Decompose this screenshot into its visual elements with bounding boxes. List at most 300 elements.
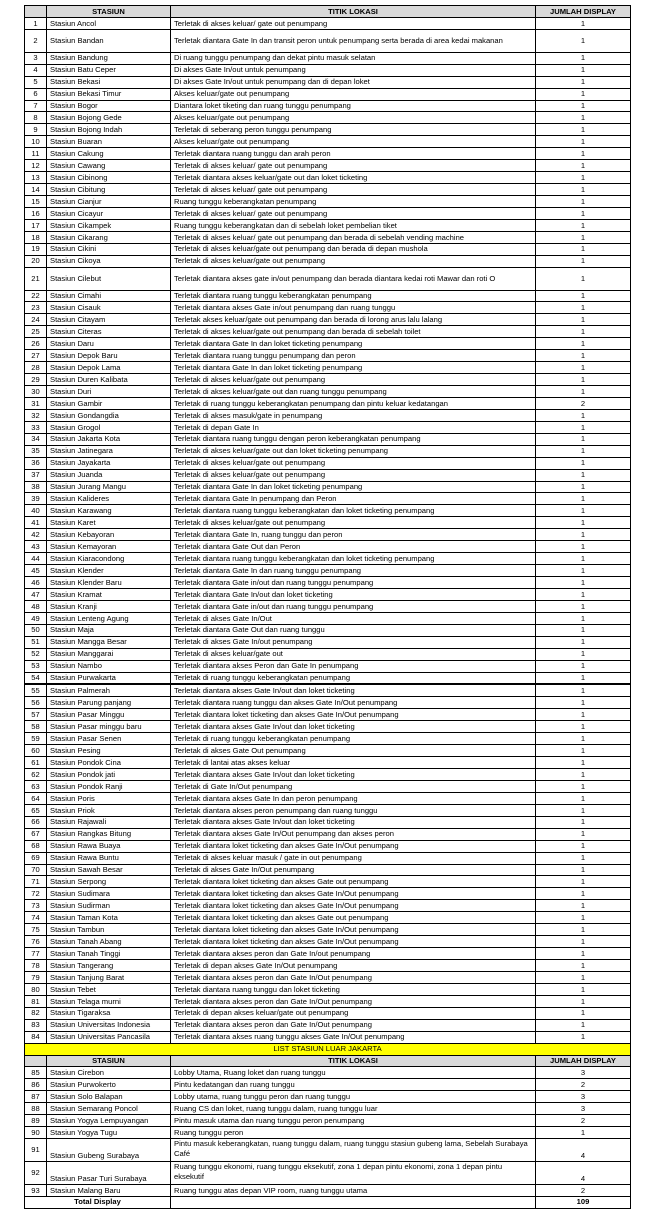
display-count: 1 xyxy=(536,100,631,112)
row-number: 44 xyxy=(25,553,47,565)
row-number: 50 xyxy=(25,624,47,636)
station-name: Stasiun Manggarai xyxy=(47,648,171,660)
location-text: Ruang tunggu peron xyxy=(171,1127,536,1139)
location-text: Terletak di akses keluar/gate out penumpang xyxy=(171,374,536,386)
row-number: 83 xyxy=(25,1019,47,1031)
station-name: Stasiun Gubeng Surabaya xyxy=(47,1139,171,1162)
display-count: 1 xyxy=(536,864,631,876)
station-name: Stasiun Pondok Ranji xyxy=(47,780,171,792)
table-row xyxy=(25,733,631,745)
table-row xyxy=(25,160,631,172)
row-number: 12 xyxy=(25,160,47,172)
row-number: 25 xyxy=(25,326,47,338)
row-number: 54 xyxy=(25,672,47,684)
display-count: 4 xyxy=(536,1139,631,1162)
row-number: 2 xyxy=(25,29,47,52)
row-number: 61 xyxy=(25,757,47,769)
table-row xyxy=(25,1031,631,1043)
table-row xyxy=(25,52,631,64)
jakarta-station-rows xyxy=(25,17,631,1043)
header-count-2: JUMLAH DISPLAY xyxy=(536,1055,631,1067)
display-count: 3 xyxy=(536,1067,631,1079)
station-name: Stasiun Klender Baru xyxy=(47,577,171,589)
row-number: 32 xyxy=(25,409,47,421)
location-text: Terletak di akses keluar/ gate out penumpang xyxy=(171,17,536,29)
display-count: 1 xyxy=(536,995,631,1007)
table-header-row xyxy=(25,6,631,18)
display-count: 1 xyxy=(536,1031,631,1043)
row-number: 19 xyxy=(25,243,47,255)
row-number: 85 xyxy=(25,1067,47,1079)
station-name: Stasiun Kemayoran xyxy=(47,541,171,553)
station-name: Stasiun Bekasi xyxy=(47,76,171,88)
location-text: Terletak diantara akses peron penumpang dan ruang tunggu xyxy=(171,804,536,816)
location-text: Ruang tunggu keberangkatan dan di sebelah loket pembelian tiket xyxy=(171,219,536,231)
table-row xyxy=(25,196,631,208)
display-count: 1 xyxy=(536,505,631,517)
outside-jakarta-section xyxy=(25,1043,631,1067)
row-number: 46 xyxy=(25,577,47,589)
total-value: 109 xyxy=(536,1196,631,1208)
display-count: 1 xyxy=(536,876,631,888)
display-count: 1 xyxy=(536,577,631,589)
location-text: Terletak di akses keluar/gate out penumpang dan berada di sebelah toilet xyxy=(171,326,536,338)
location-text: Terletak di akses keluar/gate out penumpang xyxy=(171,469,536,481)
row-number: 48 xyxy=(25,600,47,612)
station-name: Stasiun Rajawali xyxy=(47,816,171,828)
table-row xyxy=(25,493,631,505)
table-row xyxy=(25,769,631,781)
display-count: 1 xyxy=(536,745,631,757)
location-text: Ruang tunggu keberangkatan penumpang xyxy=(171,196,536,208)
location-text: Akses keluar/gate out penumpang xyxy=(171,88,536,100)
station-name: Stasiun Bekasi Timur xyxy=(47,88,171,100)
station-name: Stasiun Bogor xyxy=(47,100,171,112)
row-number: 18 xyxy=(25,231,47,243)
row-number: 93 xyxy=(25,1184,47,1196)
location-text: Terletak diantara loket ticketing dan akses Gate out penumpang xyxy=(171,876,536,888)
row-number: 55 xyxy=(25,684,47,696)
station-name: Stasiun Pondok jati xyxy=(47,769,171,781)
display-count: 1 xyxy=(536,971,631,983)
display-count: 1 xyxy=(536,76,631,88)
table-row xyxy=(25,219,631,231)
table-row xyxy=(25,697,631,709)
location-text: Terletak diantara akses Gate In/out dan loket ticketing xyxy=(171,816,536,828)
location-text: Terletak di depan akses keluar/gate out penumpang xyxy=(171,1007,536,1019)
location-text: Terletak di akses keluar/gate out penumpang xyxy=(171,255,536,267)
location-text: Terletak di akses keluar/gate out penumpang dan berada di depan mushola xyxy=(171,243,536,255)
location-text: Terletak di ruang tunggu keberangkatan penumpang dan pintu keluar kedatangan xyxy=(171,397,536,409)
total-spacer xyxy=(171,1196,536,1208)
location-text: Terletak diantara akses ruang tunggu akses Gate In/Out penumpang xyxy=(171,1031,536,1043)
total-row xyxy=(25,1196,631,1208)
station-name: Stasiun Universitas Indonesia xyxy=(47,1019,171,1031)
table-row xyxy=(25,1067,631,1079)
table-row xyxy=(25,780,631,792)
display-count: 1 xyxy=(536,124,631,136)
station-name: Stasiun Cakung xyxy=(47,148,171,160)
location-text: Terletak di akses keluar/gate out penumpang xyxy=(171,517,536,529)
station-name: Stasiun Telaga murni xyxy=(47,995,171,1007)
table-row xyxy=(25,88,631,100)
display-count: 1 xyxy=(536,983,631,995)
row-number: 34 xyxy=(25,433,47,445)
location-text: Terletak diantara ruang tunggu keberangkatan dan loket ticketing penumpang xyxy=(171,505,536,517)
display-count: 1 xyxy=(536,565,631,577)
display-count: 1 xyxy=(536,1019,631,1031)
table-row xyxy=(25,362,631,374)
location-text: Terletak diantara akses Gate In/out dan loket ticketing xyxy=(171,769,536,781)
station-name: Stasiun Cawang xyxy=(47,160,171,172)
station-name: Stasiun Tanjung Barat xyxy=(47,971,171,983)
station-name: Stasiun Sawah Besar xyxy=(47,864,171,876)
row-number: 56 xyxy=(25,697,47,709)
station-name: Stasiun Klender xyxy=(47,565,171,577)
location-text: Terletak diantara Gate In/out dan loket ticketing xyxy=(171,588,536,600)
display-count: 1 xyxy=(536,493,631,505)
table-row xyxy=(25,207,631,219)
row-number: 75 xyxy=(25,924,47,936)
table-row xyxy=(25,948,631,960)
display-count: 1 xyxy=(536,52,631,64)
row-number: 11 xyxy=(25,148,47,160)
location-text: Terletak di depan akses Gate In/Out penumpang xyxy=(171,960,536,972)
station-name: Stasiun Gambir xyxy=(47,397,171,409)
location-text: Terletak di akses Gate In/out penumpang xyxy=(171,636,536,648)
row-number: 4 xyxy=(25,64,47,76)
row-number: 90 xyxy=(25,1127,47,1139)
row-number: 24 xyxy=(25,314,47,326)
station-name: Stasiun Depok Baru xyxy=(47,350,171,362)
row-number: 82 xyxy=(25,1007,47,1019)
table-row xyxy=(25,636,631,648)
table-row xyxy=(25,828,631,840)
station-name: Stasiun Depok Lama xyxy=(47,362,171,374)
station-name: Stasiun Tigaraksa xyxy=(47,1007,171,1019)
row-number: 30 xyxy=(25,386,47,398)
location-text: Terletak diantara loket ticketing dan akses Gate In/Out penumpang xyxy=(171,840,536,852)
location-text: Ruang CS dan loket, ruang tunggu dalam, ruang tunggu luar xyxy=(171,1103,536,1115)
table-row xyxy=(25,421,631,433)
table-row xyxy=(25,243,631,255)
location-text: Terletak diantara akses gate in/out penumpang dan berada diantara kedai roti Mawar dan roti O xyxy=(171,267,536,290)
location-text: Terletak di depan Gate In xyxy=(171,421,536,433)
station-name: Stasiun Duri xyxy=(47,386,171,398)
display-count: 1 xyxy=(536,624,631,636)
display-count: 1 xyxy=(536,757,631,769)
location-text: Terletak di akses Gate In/Out penumpang xyxy=(171,864,536,876)
table-row xyxy=(25,577,631,589)
outside-station-rows xyxy=(25,1067,631,1196)
row-number: 37 xyxy=(25,469,47,481)
station-name: Stasiun Serpong xyxy=(47,876,171,888)
table-row xyxy=(25,1079,631,1091)
table-row xyxy=(25,792,631,804)
table-row xyxy=(25,397,631,409)
row-number: 21 xyxy=(25,267,47,290)
display-count: 1 xyxy=(536,255,631,267)
row-number: 72 xyxy=(25,888,47,900)
station-name: Stasiun Cikarang xyxy=(47,231,171,243)
display-count: 1 xyxy=(536,948,631,960)
row-number: 45 xyxy=(25,565,47,577)
display-count: 1 xyxy=(536,600,631,612)
table-row xyxy=(25,302,631,314)
station-name: Stasiun Cianjur xyxy=(47,196,171,208)
row-number: 51 xyxy=(25,636,47,648)
display-count: 1 xyxy=(536,816,631,828)
station-name: Stasiun Cikampek xyxy=(47,219,171,231)
display-count: 1 xyxy=(536,769,631,781)
table-row xyxy=(25,816,631,828)
display-count: 2 xyxy=(536,1079,631,1091)
location-text: Terletak diantara akses peron dan Gate In/Out penumpang xyxy=(171,1019,536,1031)
table-row xyxy=(25,1019,631,1031)
station-name: Stasiun Cikoya xyxy=(47,255,171,267)
table-row xyxy=(25,64,631,76)
location-text: Terletak di ruang tunggu keberangkatan penumpang xyxy=(171,672,536,684)
display-count: 1 xyxy=(536,648,631,660)
station-name: Stasiun Tanah Tinggi xyxy=(47,948,171,960)
location-text: Terletak diantara Gate Out dan Peron xyxy=(171,541,536,553)
station-name: Stasiun Nambo xyxy=(47,660,171,672)
station-name: Stasiun Purwakarta xyxy=(47,672,171,684)
table-row xyxy=(25,553,631,565)
station-name: Stasiun Cimahi xyxy=(47,290,171,302)
display-count: 1 xyxy=(536,684,631,696)
station-name: Stasiun Bandung xyxy=(47,52,171,64)
station-name: Stasiun Rawa Buntu xyxy=(47,852,171,864)
table-row xyxy=(25,840,631,852)
location-text: Lobby utama, ruang tunggu peron dan ruang tunggu xyxy=(171,1091,536,1103)
header-no xyxy=(25,6,47,18)
station-name: Stasiun Priok xyxy=(47,804,171,816)
row-number: 59 xyxy=(25,733,47,745)
table-row xyxy=(25,457,631,469)
station-name: Stasiun Citeras xyxy=(47,326,171,338)
row-number: 86 xyxy=(25,1079,47,1091)
location-text: Terletak di akses keluar/ gate out penumpang xyxy=(171,184,536,196)
location-text: Terletak diantara ruang tunggu keberangkatan penumpang xyxy=(171,290,536,302)
row-number: 71 xyxy=(25,876,47,888)
station-name: Stasiun Cirebon xyxy=(47,1067,171,1079)
table-row xyxy=(25,172,631,184)
location-text: Terletak diantara Gate In dan loket ticketing penumpang xyxy=(171,338,536,350)
header-location: TITIK LOKASI xyxy=(171,6,536,18)
table-row xyxy=(25,184,631,196)
row-number: 3 xyxy=(25,52,47,64)
display-count: 1 xyxy=(536,243,631,255)
station-name: Stasiun Sudimara xyxy=(47,888,171,900)
table-row xyxy=(25,267,631,290)
display-count: 1 xyxy=(536,314,631,326)
row-number: 57 xyxy=(25,709,47,721)
section-title: LIST STASIUN LUAR JAKARTA xyxy=(25,1043,631,1055)
row-number: 1 xyxy=(25,17,47,29)
display-count: 1 xyxy=(536,64,631,76)
table-row xyxy=(25,148,631,160)
location-text: Terletak diantara loket ticketing dan akses Gate In/Out penumpang xyxy=(171,888,536,900)
display-count: 1 xyxy=(536,290,631,302)
table-row xyxy=(25,876,631,888)
display-count: 1 xyxy=(536,709,631,721)
station-name: Stasiun Parung panjang xyxy=(47,697,171,709)
row-number: 35 xyxy=(25,445,47,457)
location-text: Terletak diantara ruang tunggu dan arah peron xyxy=(171,148,536,160)
row-number: 22 xyxy=(25,290,47,302)
table-row xyxy=(25,326,631,338)
table-row xyxy=(25,648,631,660)
display-count: 1 xyxy=(536,1127,631,1139)
table-row xyxy=(25,624,631,636)
location-text: Terletak di akses keluar/ gate out penumpang xyxy=(171,207,536,219)
row-number: 92 xyxy=(25,1161,47,1184)
table-row xyxy=(25,1184,631,1196)
row-number: 81 xyxy=(25,995,47,1007)
station-name: Stasiun Kalideres xyxy=(47,493,171,505)
station-name: Stasiun Poris xyxy=(47,792,171,804)
station-name: Stasiun Jurang Mangu xyxy=(47,481,171,493)
station-name: Stasiun Solo Balapan xyxy=(47,1091,171,1103)
section-header-row xyxy=(25,1055,631,1067)
table-row xyxy=(25,76,631,88)
row-number: 69 xyxy=(25,852,47,864)
table-row xyxy=(25,505,631,517)
table-row xyxy=(25,314,631,326)
row-number: 42 xyxy=(25,529,47,541)
location-text: Di ruang tunggu penumpang dan dekat pintu masuk selatan xyxy=(171,52,536,64)
display-count: 1 xyxy=(536,196,631,208)
station-name: Stasiun Mangga Besar xyxy=(47,636,171,648)
station-name: Stasiun Kranji xyxy=(47,600,171,612)
display-count: 1 xyxy=(536,409,631,421)
display-count: 1 xyxy=(536,374,631,386)
station-name: Stasiun Jayakarta xyxy=(47,457,171,469)
display-count: 1 xyxy=(536,172,631,184)
display-count: 1 xyxy=(536,1007,631,1019)
station-name: Stasiun Ancol xyxy=(47,17,171,29)
location-text: Terletak diantara akses Gate In/Out penumpang dan akses peron xyxy=(171,828,536,840)
display-count: 1 xyxy=(536,481,631,493)
display-count: 1 xyxy=(536,792,631,804)
display-count: 1 xyxy=(536,912,631,924)
location-text: Pintu kedatangan dan ruang tunggu xyxy=(171,1079,536,1091)
row-number: 14 xyxy=(25,184,47,196)
station-name: Stasiun Semarang Poncol xyxy=(47,1103,171,1115)
table-row xyxy=(25,971,631,983)
location-text: Terletak diantara Gate In dan loket ticketing penumpang xyxy=(171,481,536,493)
table-row xyxy=(25,136,631,148)
display-count: 1 xyxy=(536,29,631,52)
row-number: 62 xyxy=(25,769,47,781)
display-count: 1 xyxy=(536,88,631,100)
table-row xyxy=(25,290,631,302)
row-number: 87 xyxy=(25,1091,47,1103)
location-text: Terletak diantara ruang tunggu penumpang dan peron xyxy=(171,350,536,362)
table-row xyxy=(25,100,631,112)
table-row xyxy=(25,1115,631,1127)
station-name: Stasiun Purwokerto xyxy=(47,1079,171,1091)
display-count: 1 xyxy=(536,852,631,864)
location-text: Terletak di akses Gate Out penumpang xyxy=(171,745,536,757)
display-count: 1 xyxy=(536,588,631,600)
location-text: Terletak diantara akses Gate in/out penumpang dan ruang tunggu xyxy=(171,302,536,314)
display-count: 1 xyxy=(536,231,631,243)
station-name: Stasiun Malang Baru xyxy=(47,1184,171,1196)
display-count: 1 xyxy=(536,219,631,231)
display-count: 1 xyxy=(536,112,631,124)
station-display-table xyxy=(24,5,631,1209)
station-name: Stasiun Karawang xyxy=(47,505,171,517)
row-number: 84 xyxy=(25,1031,47,1043)
display-count: 1 xyxy=(536,660,631,672)
display-count: 1 xyxy=(536,541,631,553)
table-row xyxy=(25,924,631,936)
row-number: 67 xyxy=(25,828,47,840)
location-text: Lobby Utama, Ruang loket dan ruang tunggu xyxy=(171,1067,536,1079)
station-name: Stasiun Citayam xyxy=(47,314,171,326)
table-row xyxy=(25,374,631,386)
display-count: 1 xyxy=(536,924,631,936)
location-text: Terletak diantara akses peron dan Gate In/Out penumpang xyxy=(171,971,536,983)
location-text: Terletak di akses keluar/gate out xyxy=(171,648,536,660)
table-row xyxy=(25,386,631,398)
row-number: 47 xyxy=(25,588,47,600)
station-name: Stasiun Tambun xyxy=(47,924,171,936)
table-row xyxy=(25,231,631,243)
display-count: 1 xyxy=(536,672,631,684)
display-count: 1 xyxy=(536,421,631,433)
row-number: 70 xyxy=(25,864,47,876)
display-count: 1 xyxy=(536,433,631,445)
location-text: Terletak di akses Gate In/Out xyxy=(171,612,536,624)
row-number: 38 xyxy=(25,481,47,493)
table-row xyxy=(25,721,631,733)
station-name: Stasiun Juanda xyxy=(47,469,171,481)
station-name: Stasiun Palmerah xyxy=(47,684,171,696)
station-name: Stasiun Buaran xyxy=(47,136,171,148)
row-number: 78 xyxy=(25,960,47,972)
location-text: Terletak di akses masuk/gate in penumpang xyxy=(171,409,536,421)
location-text: Terletak akses keluar/gate out penumpang dan berada di lorong arus lalu lalang xyxy=(171,314,536,326)
station-name: Stasiun Kramat xyxy=(47,588,171,600)
row-number: 8 xyxy=(25,112,47,124)
row-number: 73 xyxy=(25,900,47,912)
table-row xyxy=(25,445,631,457)
display-count: 1 xyxy=(536,636,631,648)
station-name: Stasiun Taman Kota xyxy=(47,912,171,924)
display-count: 1 xyxy=(536,350,631,362)
row-number: 52 xyxy=(25,648,47,660)
table-row xyxy=(25,600,631,612)
display-count: 1 xyxy=(536,184,631,196)
station-name: Stasiun Bandan xyxy=(47,29,171,52)
location-text: Terletak diantara Gate in/out dan ruang tunggu penumpang xyxy=(171,577,536,589)
header-count: JUMLAH DISPLAY xyxy=(536,6,631,18)
display-count: 1 xyxy=(536,960,631,972)
station-name: Stasiun Duren Kalibata xyxy=(47,374,171,386)
location-text: Terletak diantara akses Gate In/out dan loket ticketing xyxy=(171,684,536,696)
station-name: Stasiun Pasar Turi Surabaya xyxy=(47,1161,171,1184)
row-number: 77 xyxy=(25,948,47,960)
station-name: Stasiun Jatinegara xyxy=(47,445,171,457)
row-number: 15 xyxy=(25,196,47,208)
display-count: 3 xyxy=(536,1091,631,1103)
display-count: 1 xyxy=(536,386,631,398)
row-number: 49 xyxy=(25,612,47,624)
display-count: 1 xyxy=(536,267,631,290)
